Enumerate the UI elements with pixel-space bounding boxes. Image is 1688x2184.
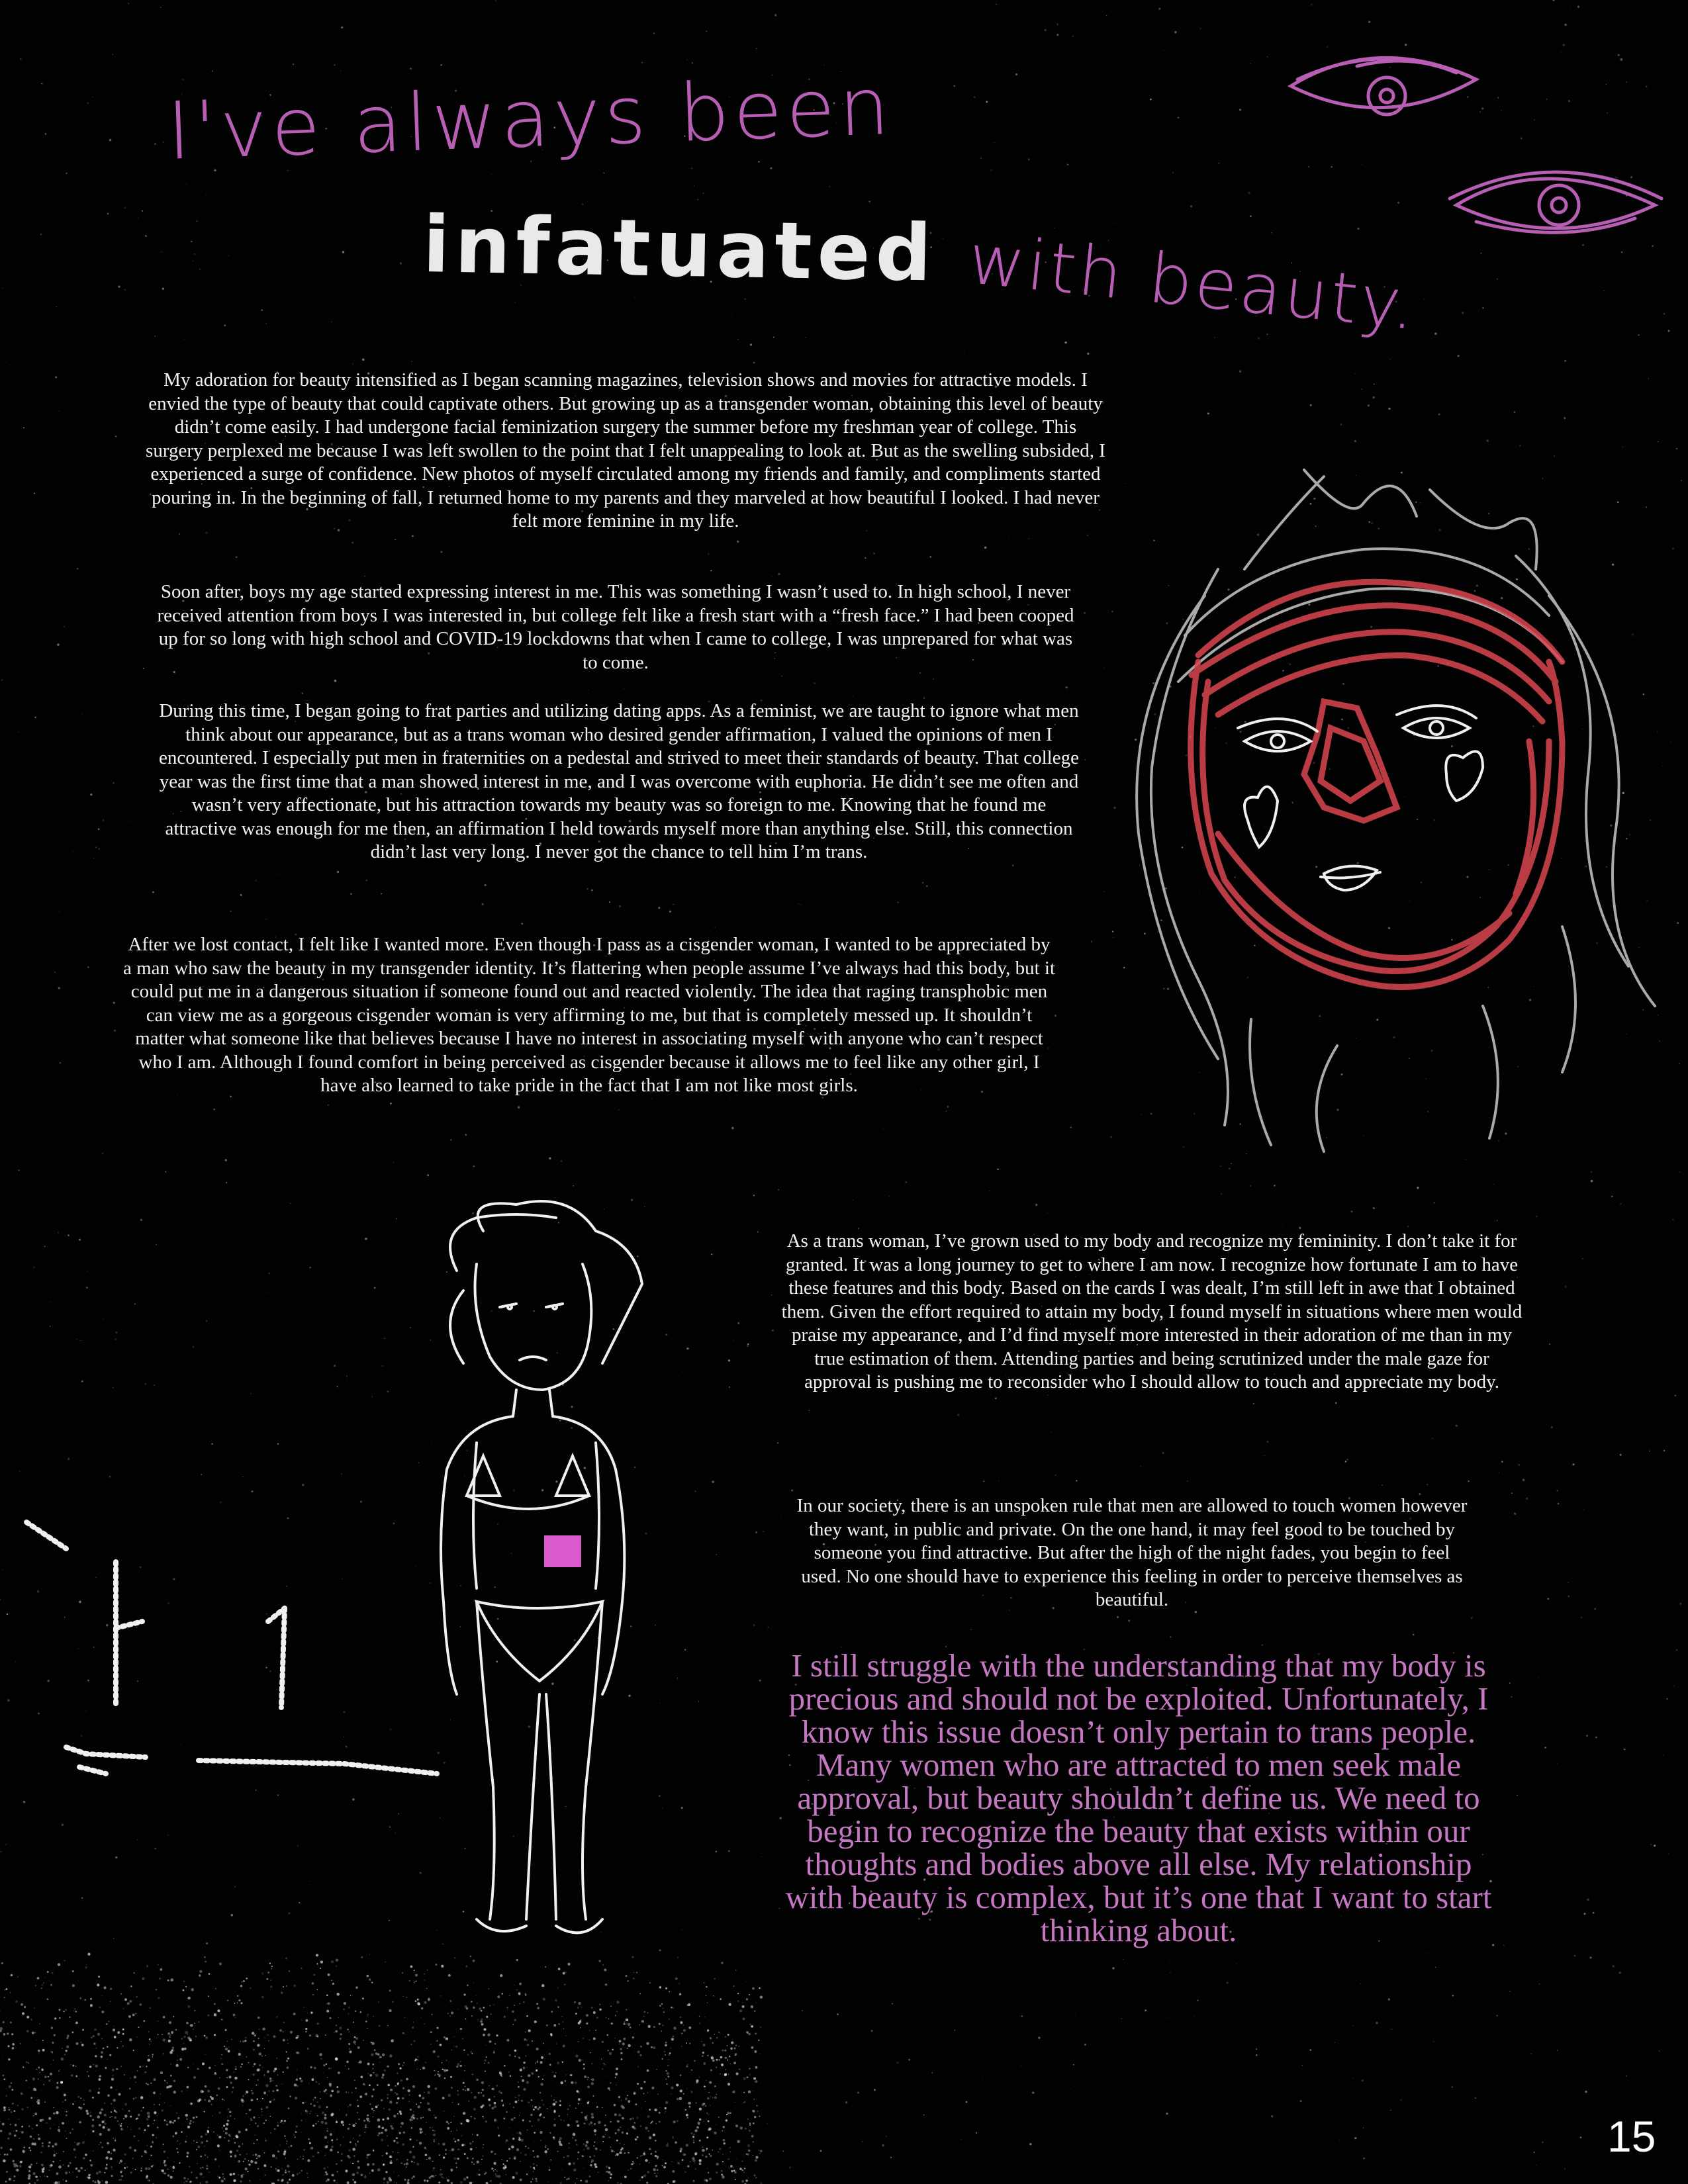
headline-part-3: with beauty. <box>964 218 1423 346</box>
page-number: 15 <box>1607 2112 1656 2161</box>
body-paragraph-6: In our society, there is an unspoken rule that men are allowed to touch women however they want, in public and private. On the one hand, it may feel good to be touched by someone you find attractive. But after the high of the night fades, you begin to feel used. No one should have to experience this feeling in order to perceive themselves as beautiful. <box>796 1495 1468 1610</box>
body-paragraph-3: During this time, I began going to frat parties and utilizing dating apps. As a feminist, we are taught to ignore what men think about our appearance, but as a trans woman who desired gender affirmation, I valued the opinions of men I encountered. I especially put men in fraternities on a pedestal and strived to meet their standards of beauty. That college year was the first time that a man showed interest in me, and I was overcome with euphoria. He didn’t see me often and wasn’t very affectionate, but his attraction towards my beauty was so foreign to me. Knowing that he found me attractive was enough for me then, an affirmation I held towards myself more than anything else. Still, this connection didn’t last very long. I never got the chance to tell him I’m trans. <box>159 700 1079 862</box>
body-paragraph-1: My adoration for beauty intensified as I began scanning magazines, television shows and movies for attractive models. I envied the type of beauty that could captivate others. But growing up as a transgender woman, obtaining this level of beauty didn’t come easily. I had undergone facial feminization surgery the summer before my freshman year of college. This surgery perplexed me because I was left swollen to the point that I felt unappealing to look at. But as the swelling subsided, I experienced a surge of confidence. New photos of myself circulated among my friends and family, and compliments started pouring in. In the beginning of fall, I returned home to my parents and they marveled at how beautiful I looked. I had never felt more feminine in my life. <box>146 369 1105 531</box>
body-paragraph-5: As a trans woman, I’ve grown used to my body and recognize my femininity. I don’t take it for granted. It was a long journey to get to where I am now. I recognize how fortunate I am to have these features and this body. Based on the cards I was dealt, I’m still left in awe that I obtained them. Given the effort required to attain my body, I found myself in situations where men would praise my appearance, and I’d find myself more interested in their adoration of me than in my true estimation of them. Attending parties and being scrutinized under the male gaze for approval is pushing me to reconsider who I should allow to touch and appreciate my body. <box>781 1230 1523 1392</box>
face-portrait-icon <box>1086 463 1668 1158</box>
body-paragraph-4: After we lost contact, I felt like I wanted more. Even though I pass as a cisgender woman, I wanted to be appreciated by a man who saw the beauty in my transgender identity. It’s flattering when people assume I’ve always had this body, but it could put me in a dangerous situation if someone found out and reacted violently. The idea that raging transphobic men can view me as a gorgeous cisgender woman is very affirming to me, but that is completely messed up. It shouldn’t matter what someone like that believes because I have no interest in associating myself with anyone who can’t respect who I am. Although I found comfort in being perceived as cisgender because it allows me to feel like any other girl, I have also learned to take pride in the fact that I am not like most girls. <box>122 934 1056 1096</box>
body-paragraph-2: Soon after, boys my age started expressing interest in me. This was something I wasn’t used to. In high school, I never received attention from boys I was interested in, but college felt like a fresh start with a “fresh face.” I had been cooped up for so long with high school and COVID-19 lockdowns that when I came to college, I was unprepared for what was to come. <box>157 581 1074 673</box>
chalk-marks-icon <box>0 1496 463 1827</box>
pull-quote: I still struggle with the understanding that my body is precious and should not be exploited. Unfortunately, I know this issue doesn’t only pertain to trans people. Many women who are attracted to men seek male approval, but beauty shouldn’t define us. We need to begin to recognize the beauty that exists within our thoughts and bodies above all else. My relationship with beauty is complex, but it’s one that I want to start thinking about. <box>785 1647 1492 1948</box>
eyes-icon <box>1278 40 1675 278</box>
headline-part-2: infatuated <box>422 199 938 299</box>
headline-part-1: I've always been <box>165 60 895 178</box>
